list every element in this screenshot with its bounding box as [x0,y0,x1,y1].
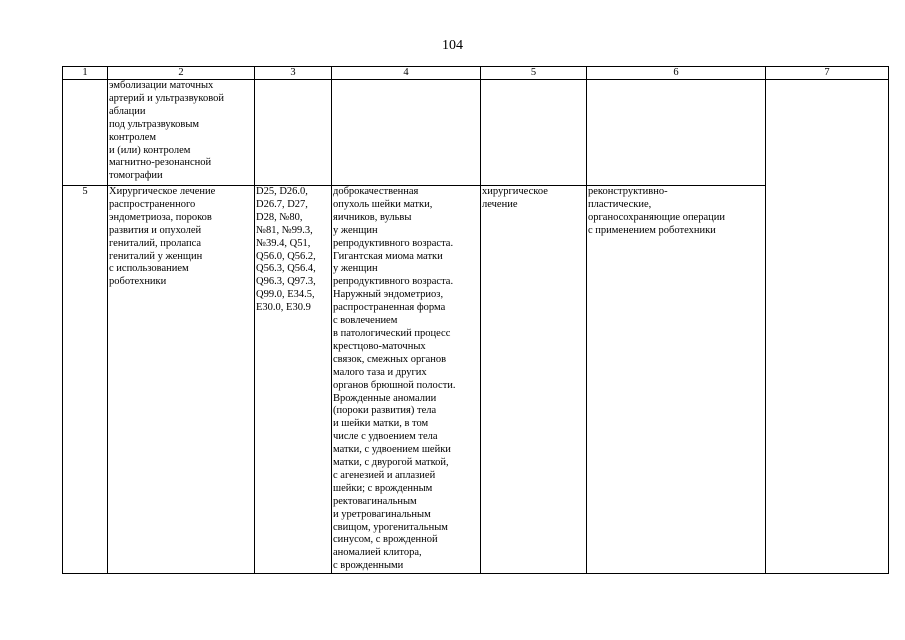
patient-model-cell: доброкачественная опухоль шейки матки, яичников, вульвы у женщин репродуктивного возраста. Гигантская миома матки у женщин репродуктивного возраста. Наружный эндометриоз, распространенная форма с вовлечением в патологический процесс крестцово-маточных связок, смежных органов малого таза и других органов брюшной полости. Врожденные аномалии (пороки развития) тела и шейки матки, в том числе с удвоением тела матки, с удвоением шейки матки, с двурогой маткой, с агенезией и аплазией шейки; с врожденным ректовагинальным и уретровагинальным свищом, урогенитальным синусом, с врожденной аномалией клитора, с врожденными [332,186,481,574]
treatment-name-cell: эмболизации маточных артерий и ультразвуковой аблации под ультразвуковым контролем и (или) контролем магнитно-резонансной томографии [108,80,255,186]
icd-codes-cell [255,80,332,186]
column-header-row [63,67,889,80]
column-header: 5 [481,67,587,80]
patient-model-cell [332,80,481,186]
medical-care-table [62,66,889,574]
cost-cell [766,80,889,574]
row-number-cell: 5 [63,186,108,574]
column-header: 3 [255,67,332,80]
treatment-type-cell: хирургическое лечение [481,186,587,574]
treatment-name-cell: Хирургическое лечение распространенного эндометриоза, пороков развития и опухолей гениталий, пролапса гениталий у женщин с использованием роботехники [108,186,255,574]
page-number: 104 [442,38,463,53]
treatment-method-cell [587,80,766,186]
treatment-type-cell [481,80,587,186]
column-header: 6 [587,67,766,80]
row-number-cell [63,80,108,186]
treatment-method-cell: реконструктивно- пластические, органосохраняющие операции с применением роботехники [587,186,766,574]
column-header: 7 [766,67,889,80]
column-header: 4 [332,67,481,80]
table-row [63,80,889,186]
column-header: 1 [63,67,108,80]
column-header: 2 [108,67,255,80]
table-row [63,186,889,574]
icd-codes-cell: D25, D26.0, D26.7, D27, D28, №80, №81, №99.3, №39.4, Q51, Q56.0, Q56.2, Q56.3, Q56.4, Q96.3, Q97.3, Q99.0, E34.5, E30.0, E30.9 [255,186,332,574]
